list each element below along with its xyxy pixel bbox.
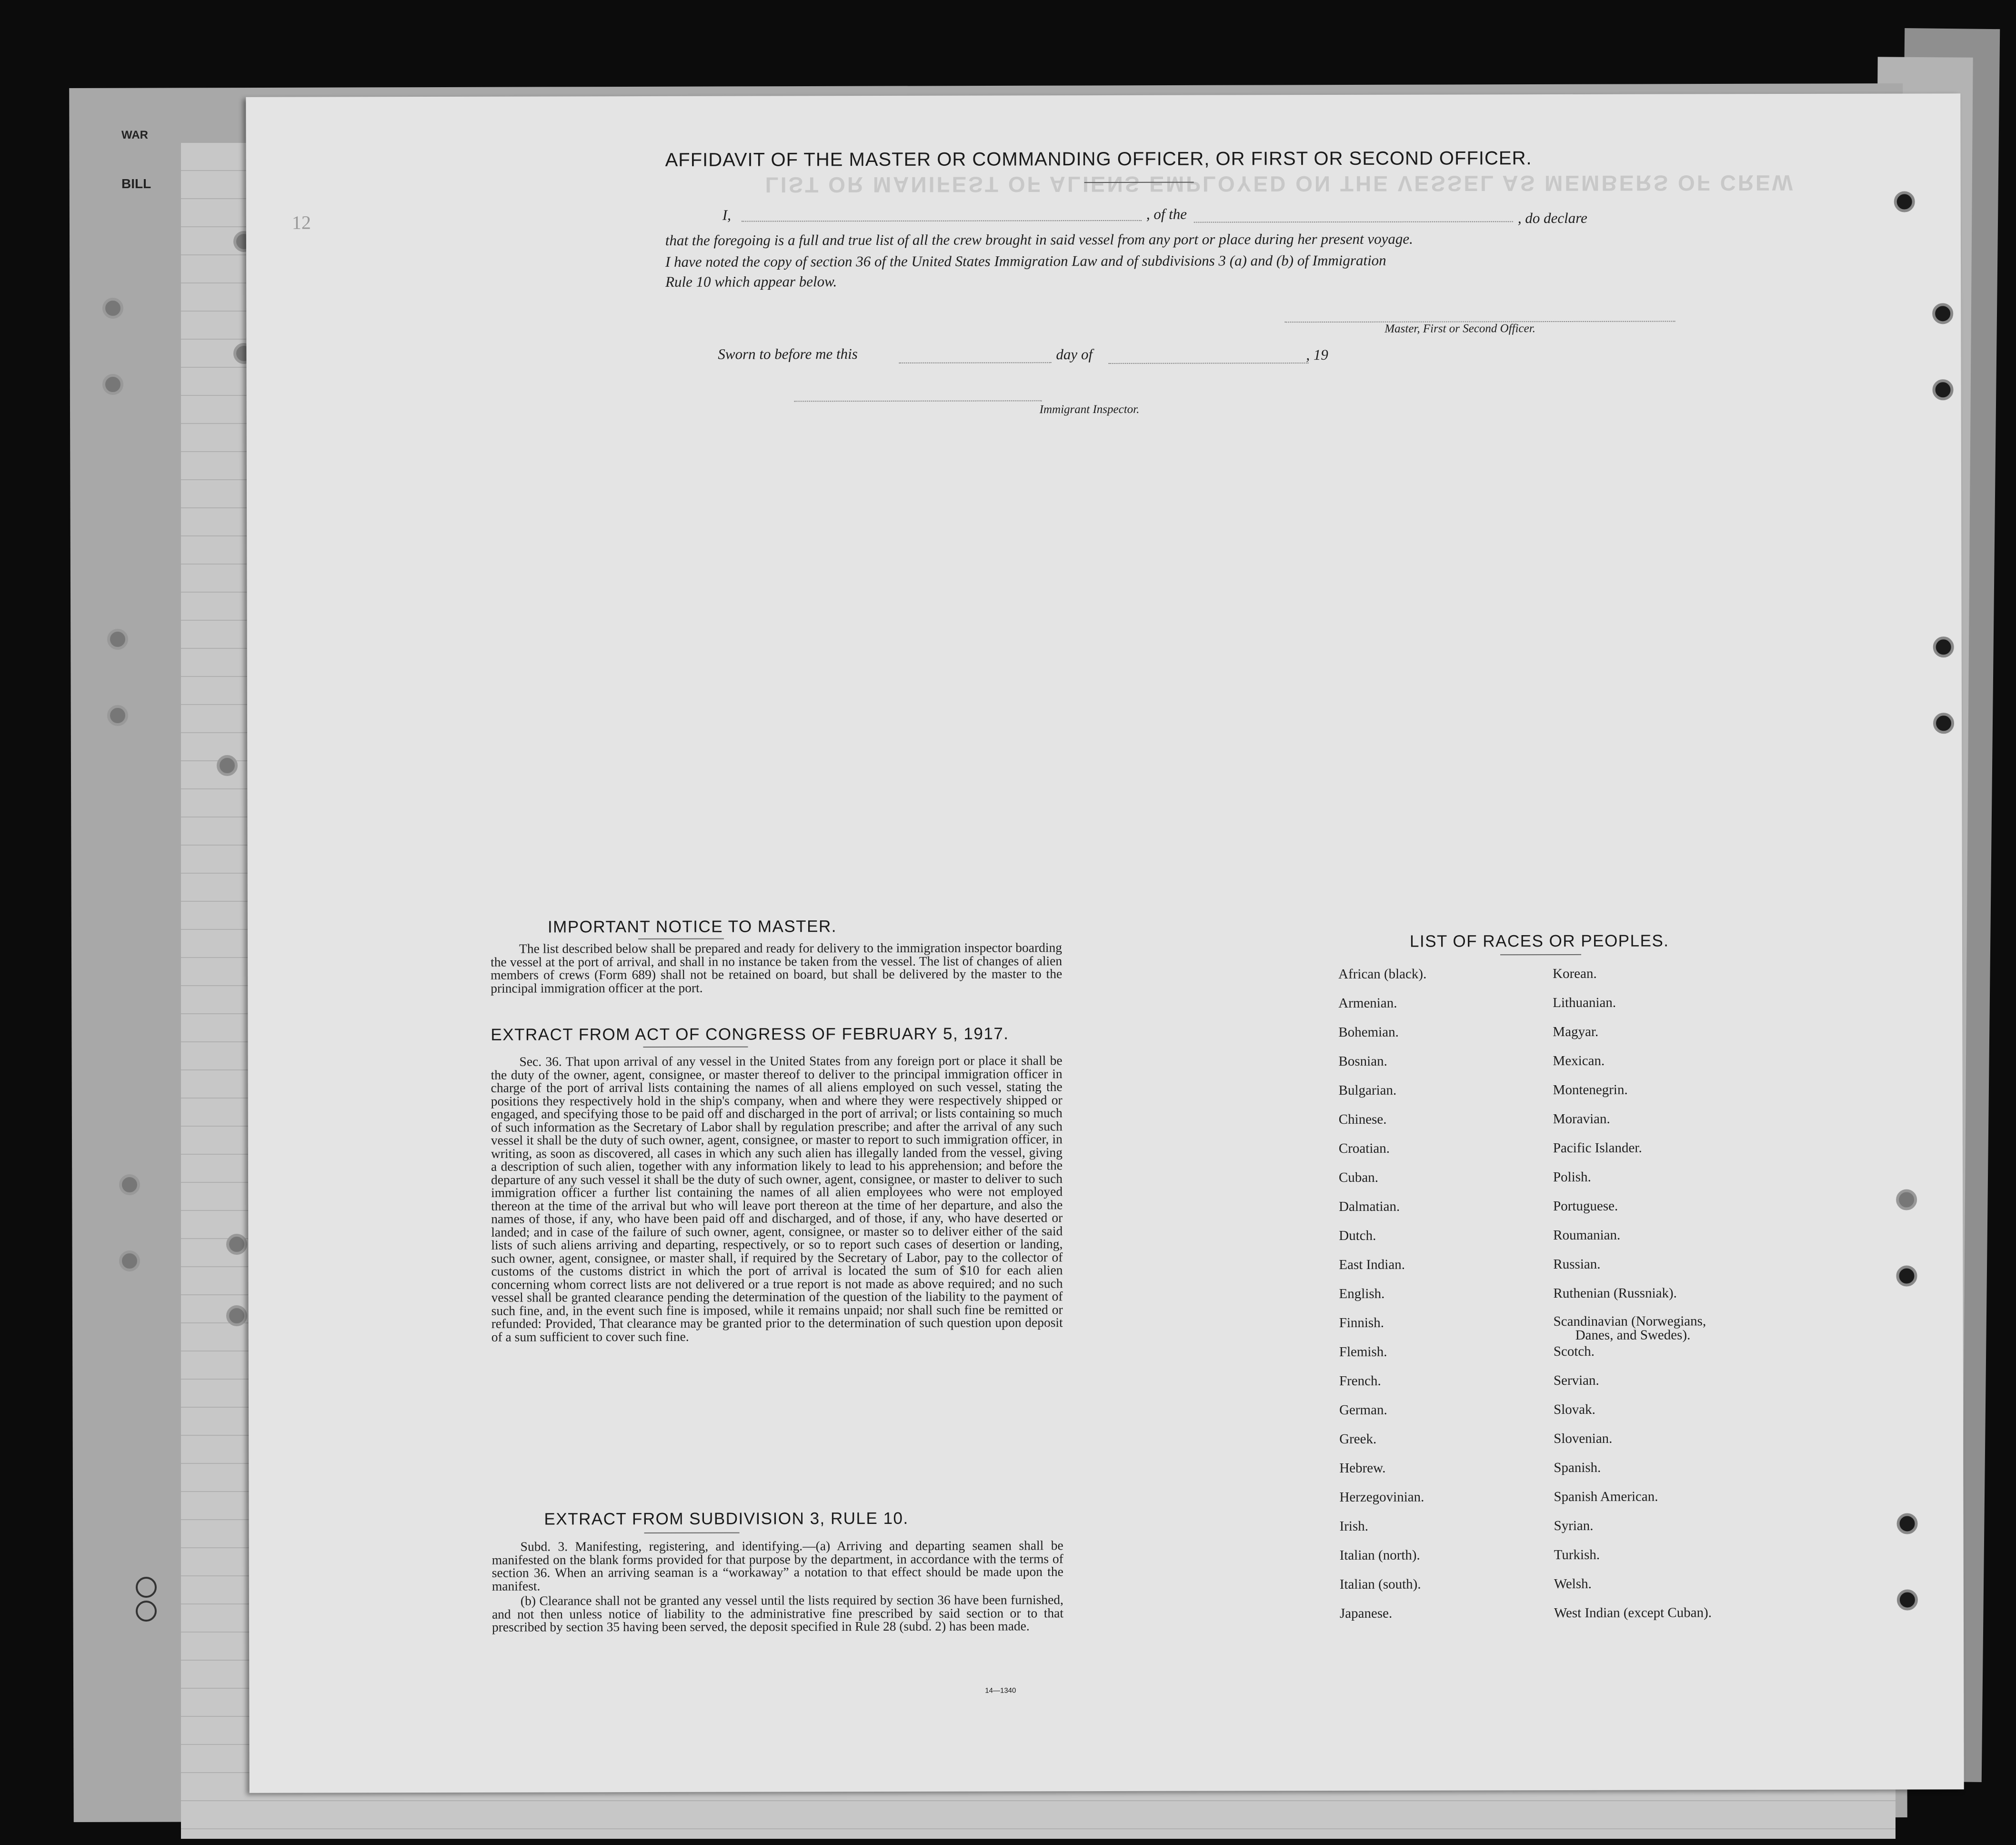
race-item: Croatian. — [1338, 1140, 1390, 1156]
punch-hole — [226, 1234, 247, 1255]
act-title: EXTRACT FROM ACT OF CONGRESS OF FEBRUARY 5, 1917. — [491, 1024, 1009, 1044]
race-item: Slovak. — [1554, 1401, 1595, 1418]
affidavit-i: I, — [722, 206, 731, 223]
race-item: Polish. — [1553, 1169, 1591, 1185]
race-item: Roumanian. — [1553, 1227, 1621, 1243]
signature-label: Master, First or Second Officer. — [1384, 322, 1535, 335]
race-item: Finnish. — [1339, 1315, 1384, 1331]
subdivision-body — [492, 1539, 1064, 1683]
affidavit-page — [246, 93, 1964, 1793]
race-item: Cuban. — [1338, 1170, 1379, 1185]
race-item: Scotch. — [1553, 1343, 1595, 1360]
race-item: Italian (north). — [1339, 1547, 1420, 1563]
race-item: Bosnian. — [1338, 1053, 1387, 1069]
race-item: Magyar. — [1553, 1024, 1599, 1040]
affidavit-do-declare: , do declare — [1517, 209, 1587, 227]
race-item: Bulgarian. — [1338, 1082, 1397, 1098]
races-title: LIST OF RACES OR PEOPLES. — [1409, 931, 1669, 951]
race-item: Syrian. — [1554, 1518, 1594, 1534]
punch-hole — [102, 298, 123, 319]
race-item-line: Danes, and Swedes). — [1575, 1327, 1691, 1343]
heading-rule — [644, 1532, 740, 1533]
stray-mark: 12 — [291, 212, 311, 233]
race-item: English. — [1339, 1286, 1385, 1301]
punch-hole — [107, 629, 128, 650]
subdivision-paragraph-b: (b) Clearance shall not be granted any vessel until the lists required by section 36 have been furnished, and not then unless notice of liability to the administrative fine prescribed by said section or to that prescribed by section 35 having been served, the deposit specified in Rule 28 (subd. 2) has been made. — [491, 1592, 1063, 1634]
punch-hole — [119, 1250, 140, 1271]
race-item: Bohemian. — [1338, 1024, 1399, 1040]
punch-hole — [1933, 713, 1954, 734]
race-item: Armenian. — [1338, 995, 1397, 1011]
race-item: Portuguese. — [1553, 1198, 1618, 1214]
race-item: Hebrew. — [1339, 1460, 1386, 1476]
race-item: Lithuanian. — [1553, 995, 1616, 1011]
punch-hole — [1932, 303, 1953, 324]
race-item: Slovenian. — [1554, 1431, 1613, 1447]
race-item: German. — [1339, 1402, 1387, 1418]
back-sheet-mark: BILL — [121, 176, 151, 191]
race-item: Japanese. — [1339, 1605, 1393, 1621]
race-item — [1554, 1314, 1763, 1342]
name-blank[interactable] — [742, 220, 1142, 222]
affidavit-line: Rule 10 which appear below. — [665, 273, 837, 290]
race-item: Dutch. — [1339, 1228, 1376, 1243]
punch-hole — [1897, 1589, 1918, 1610]
punch-hole — [217, 755, 238, 776]
punch-hole — [136, 1577, 157, 1598]
punch-hole — [102, 374, 123, 395]
race-item: Flemish. — [1339, 1344, 1387, 1360]
race-item: East Indian. — [1339, 1257, 1405, 1272]
punch-hole — [1896, 1189, 1917, 1210]
punch-hole — [1933, 379, 1954, 400]
inspector-blank[interactable] — [794, 400, 1042, 402]
subdivision-title: EXTRACT FROM SUBDIVISION 3, RULE 10. — [544, 1509, 909, 1529]
day-blank[interactable] — [899, 362, 1051, 363]
act-body — [491, 1054, 1063, 1508]
inspector-label: Immigrant Inspector. — [1039, 403, 1140, 416]
race-item: Welsh. — [1554, 1576, 1592, 1592]
race-item: Spanish American. — [1554, 1489, 1658, 1505]
race-item: Herzegovinian. — [1339, 1489, 1424, 1505]
affidavit-title: AFFIDAVIT OF THE MASTER OR COMMANDING OFFICER, OR FIRST OR SECOND OFFICER. — [665, 148, 1532, 171]
race-item: West Indian (except Cuban). — [1554, 1605, 1712, 1621]
month-blank[interactable] — [1108, 363, 1308, 364]
race-item: Spanish. — [1554, 1460, 1601, 1476]
affidavit-line: that the foregoing is a full and true list of all the crew brought in said vessel from any port or place during her present voyage. — [665, 230, 1413, 249]
form-number: 14—1340 — [985, 1686, 1016, 1695]
punch-hole — [107, 705, 128, 726]
race-item: African (black). — [1338, 966, 1427, 982]
race-item: Irish. — [1339, 1518, 1369, 1534]
punch-hole — [1896, 1265, 1917, 1286]
punch-hole — [1894, 191, 1915, 212]
show-through-text: LIST OR MANIFEST OF ALIENS EMPLOYED ON THE VESSEL AS MEMBERS OF CREW — [765, 170, 1795, 198]
punch-hole — [136, 1601, 157, 1622]
punch-hole — [1897, 1513, 1918, 1534]
year-label: , 19 — [1306, 346, 1328, 363]
race-item: Moravian. — [1553, 1111, 1610, 1127]
notice-title: IMPORTANT NOTICE TO MASTER. — [547, 917, 837, 937]
race-item: Montenegrin. — [1553, 1082, 1628, 1098]
heading-rule — [638, 938, 724, 939]
back-sheet-mark: WAR — [121, 129, 148, 141]
race-item: Korean. — [1553, 966, 1597, 982]
subdivision-paragraph-a: Subd. 3. Manifesting, registering, and identifying.—(a) Arriving and departing seamen shall be manifested on the blank forms provided for that purpose by the department, in accordance with the terms of section 36. When an arriving seaman is a “workaway” a notation to that effect should be made upon the manifest. — [491, 1538, 1063, 1593]
heading-rule — [1500, 954, 1581, 955]
race-item: Greek. — [1339, 1431, 1377, 1447]
day-of-label: day of — [1056, 346, 1093, 363]
race-item: Ruthenian (Russniak). — [1553, 1285, 1677, 1301]
race-item: Servian. — [1553, 1372, 1599, 1389]
punch-hole — [1933, 636, 1954, 657]
affidavit-line: I have noted the copy of section 36 of the United States Immigration Law and of subdivisions 3 (a) and (b) of Immigration — [665, 252, 1386, 270]
vessel-blank[interactable] — [1194, 221, 1513, 222]
race-item-line: Scandinavian (Norwegians, — [1553, 1313, 1706, 1330]
race-item: Pacific Islander. — [1553, 1140, 1642, 1156]
notice-paragraph: The list described below shall be prepared and ready for delivery to the immigration inspector boarding the vessel at the port of arrival, and shall in no instance be taken from the vessel. The list of changes of alien members of crews (Form 689) shall not be retained on board, but shall be delivered by the master to the principal immigration officer at the port. — [491, 940, 1063, 996]
race-item: French. — [1339, 1373, 1381, 1389]
affidavit-of-the: , of the — [1146, 205, 1187, 222]
punch-hole — [226, 1305, 247, 1326]
race-item: Turkish. — [1554, 1547, 1600, 1563]
notice-body — [491, 941, 1062, 1023]
race-item: Dalmatian. — [1339, 1199, 1400, 1214]
heading-rule — [643, 1047, 748, 1048]
race-item: Italian (south). — [1339, 1576, 1421, 1592]
race-item: Russian. — [1553, 1256, 1601, 1272]
race-item: Mexican. — [1553, 1053, 1605, 1069]
punch-hole — [119, 1174, 140, 1195]
sworn-label: Sworn to before me this — [718, 345, 858, 363]
race-item: Chinese. — [1338, 1111, 1387, 1127]
act-paragraph: Sec. 36. That upon arrival of any vessel in the United States from any foreign port or place it shall be the duty of the owner, agent, consignee, or master thereof to deliver to the principal immigration officer in charge of the port of arrival lists containing the names of all aliens employed on such vessel, stating the positions they respectively hold in the ship's company, when and where they were respectively shipped or engaged, and specifying those to be paid off and discharged in the port of arrival; or lists containing so much of such information as the Secretary of Labor shall by regulation prescribe; and after the arrival of any such vessel it shall be the duty of such owner, agent, consignee, or master to report to such immigration officer, in writing, as soon as discovered, all cases in which any such alien has illegally landed from the vessel, giving a description of such alien, together with any information likely to lead to his apprehension; and before the departure of any such vessel it shall be the duty of such owner, agent, consignee, or master to deliver to such immigration officer a further list containing the names of all alien employees who were not employed thereon at the time of the arrival but who will leave port thereon at the time of her departure, and also the names of those, if any, who have been paid off and discharged, and of those, if any, who have deserted or landed; and in case of the failure of such owner, agent, consignee, or master so to deliver either of the said lists of such aliens arriving and departing, respectively, or so to report such cases of desertion or landing, such owner, agent, consignee, or master shall, if required by the Secretary of Labor, pay to the collector of customs of the customs district in which the port of arrival is located the sum of $10 for each alien concerning whom correct lists are not delivered or a true report is not made as above required; and no such vessel shall be granted clearance pending the determination of the question of the liability to the payment of such fine, and, in the event such fine is imposed, while it remains unpaid; nor shall such fine be remitted or refunded: Provided, That clearance may be granted prior to the determination of such question upon deposit of a sum sufficient to cover such fine. — [491, 1053, 1063, 1344]
